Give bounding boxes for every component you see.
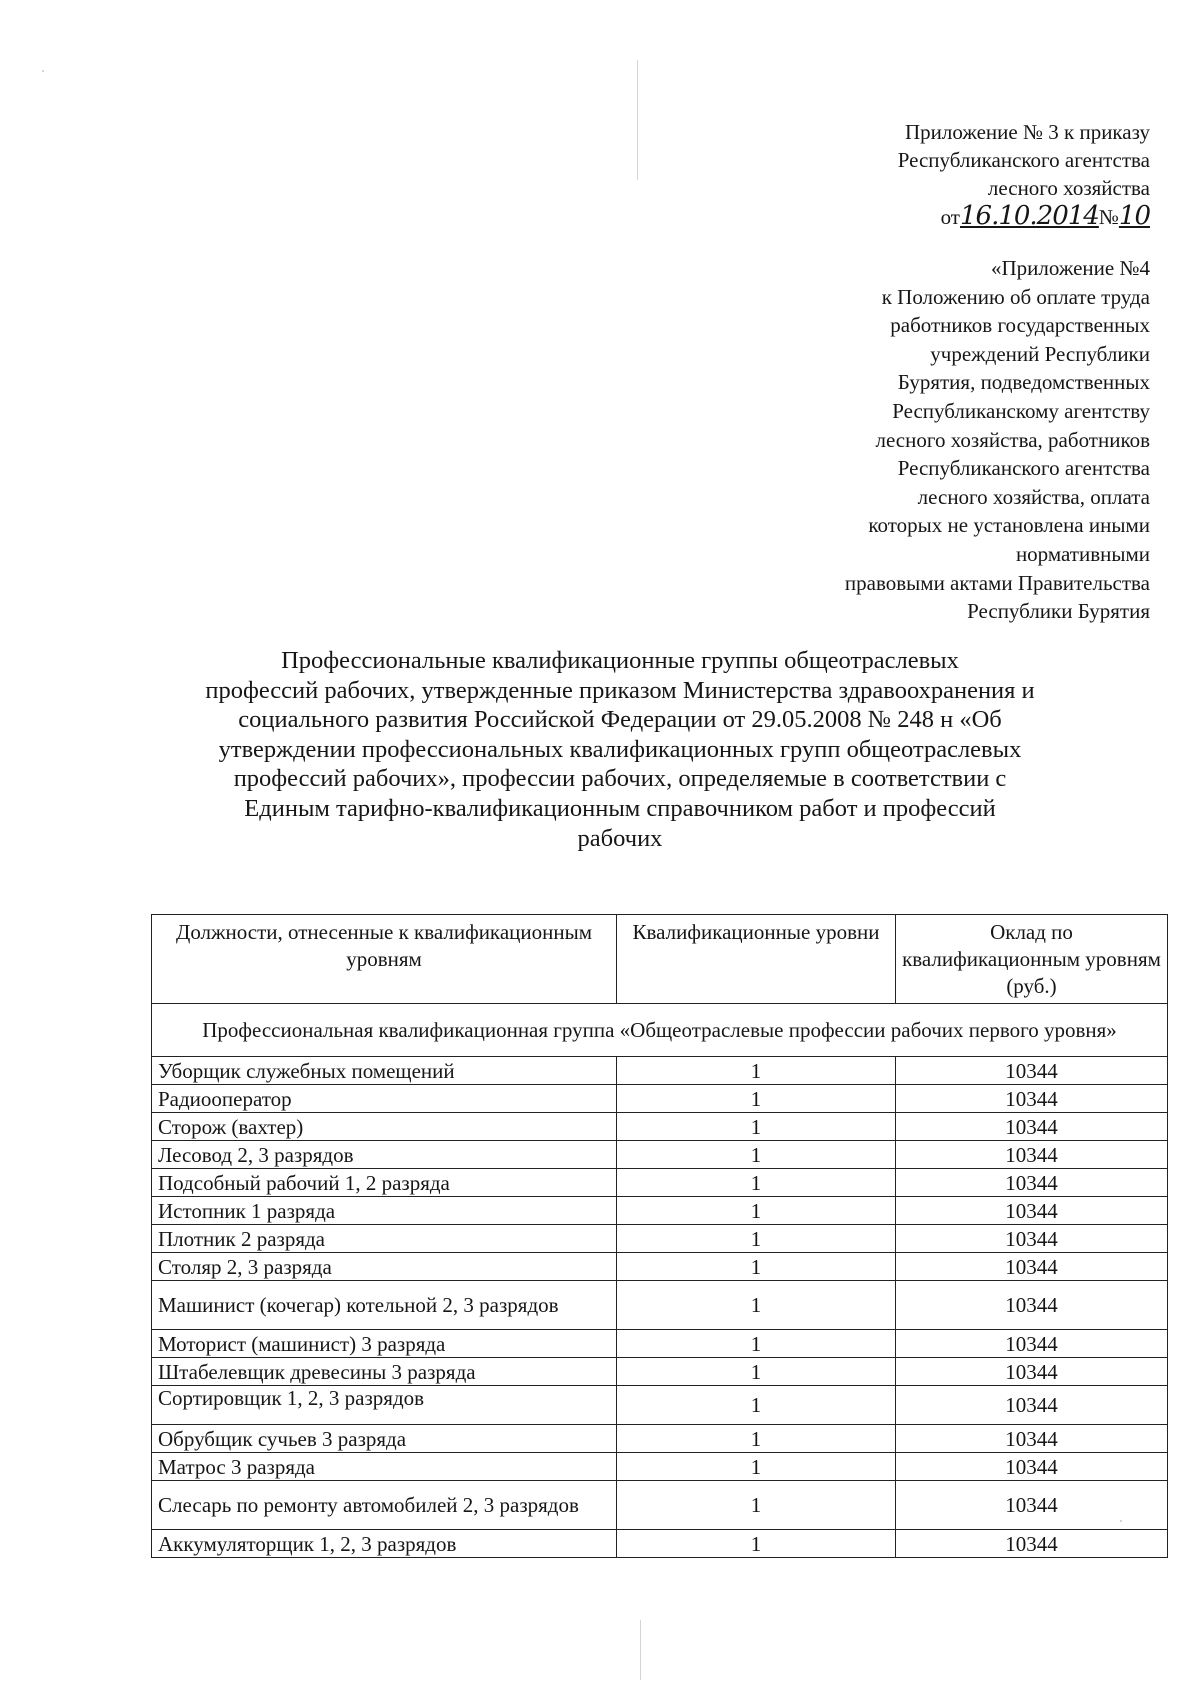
order-date-line bbox=[941, 202, 1150, 231]
title-line: профессий рабочих», профессии рабочих, определяемые в соответствии с bbox=[233, 765, 1007, 793]
salary-cell: 10344 bbox=[896, 1358, 1168, 1386]
salary-cell: 10344 bbox=[896, 1386, 1168, 1425]
document-title bbox=[150, 646, 1090, 853]
salary-cell: 10344 bbox=[896, 1057, 1168, 1085]
salary-cell: 10344 bbox=[896, 1085, 1168, 1113]
header-line: Приложение № 3 к приказу bbox=[905, 120, 1150, 144]
table-row bbox=[152, 1113, 1168, 1141]
position-cell: Слесарь по ремонту автомобилей 2, 3 разрядов bbox=[152, 1481, 617, 1530]
table-row bbox=[152, 1085, 1168, 1113]
scan-speck bbox=[640, 1620, 641, 1680]
level-cell: 1 bbox=[617, 1281, 896, 1330]
level-cell: 1 bbox=[617, 1057, 896, 1085]
number-prefix: № bbox=[1098, 205, 1119, 229]
level-cell: 1 bbox=[617, 1330, 896, 1358]
regulation-annex-header bbox=[845, 254, 1150, 626]
position-cell: Моторист (машинист) 3 разряда bbox=[152, 1330, 617, 1358]
title-line: рабочих bbox=[577, 824, 663, 852]
level-cell: 1 bbox=[617, 1085, 896, 1113]
level-cell: 1 bbox=[617, 1425, 896, 1453]
annex-line: лесного хозяйства, оплата bbox=[917, 484, 1150, 509]
position-cell: Лесовод 2, 3 разрядов bbox=[152, 1141, 617, 1169]
salary-cell: 10344 bbox=[896, 1330, 1168, 1358]
table-row bbox=[152, 1425, 1168, 1453]
level-cell: 1 bbox=[617, 1113, 896, 1141]
salary-cell: 10344 bbox=[896, 1530, 1168, 1558]
table-row bbox=[152, 1453, 1168, 1481]
annex-line: лесного хозяйства, работников bbox=[875, 427, 1150, 452]
annex-line: Республики Бурятия bbox=[967, 599, 1150, 624]
position-cell: Матрос 3 разряда bbox=[152, 1453, 617, 1481]
table-row bbox=[152, 1253, 1168, 1281]
scan-speck bbox=[637, 60, 638, 180]
salary-cell: 10344 bbox=[896, 1425, 1168, 1453]
annex-line: Республиканскому агентству bbox=[892, 398, 1150, 423]
level-cell: 1 bbox=[617, 1453, 896, 1481]
level-cell: 1 bbox=[617, 1169, 896, 1197]
salary-cell: 10344 bbox=[896, 1141, 1168, 1169]
level-cell: 1 bbox=[617, 1358, 896, 1386]
header-line: Республиканского агентства bbox=[897, 148, 1150, 172]
salary-cell: 10344 bbox=[896, 1113, 1168, 1141]
position-cell: Аккумуляторщик 1, 2, 3 разрядов bbox=[152, 1530, 617, 1558]
position-cell: Радиооператор bbox=[152, 1085, 617, 1113]
salary-cell: 10344 bbox=[896, 1253, 1168, 1281]
table-row bbox=[152, 1225, 1168, 1253]
table-row bbox=[152, 1141, 1168, 1169]
table-row bbox=[152, 1197, 1168, 1225]
table-row bbox=[152, 1057, 1168, 1085]
salary-cell: 10344 bbox=[896, 1481, 1168, 1530]
salary-cell: 10344 bbox=[896, 1225, 1168, 1253]
position-cell: Обрубщик сучьев 3 разряда bbox=[152, 1425, 617, 1453]
table-row bbox=[152, 1386, 1168, 1425]
table-row bbox=[152, 1481, 1168, 1530]
position-cell: Плотник 2 разряда bbox=[152, 1225, 617, 1253]
column-header-salary: Оклад по квалификационным уровням (руб.) bbox=[896, 915, 1168, 1004]
column-header-position: Должности, отнесенные к квалификационным уровням bbox=[152, 915, 617, 1004]
annex-line: Республиканского агентства bbox=[897, 456, 1150, 481]
annex-line: которых не установлена иными bbox=[868, 513, 1150, 538]
handwritten-number: 10 bbox=[1118, 201, 1150, 231]
title-line: Единым тарифно-квалификационным справочником работ и профессий bbox=[244, 794, 996, 822]
annex-line: нормативными bbox=[1015, 541, 1150, 566]
handwritten-date: 16.10.2014 bbox=[959, 201, 1099, 231]
level-cell: 1 bbox=[617, 1386, 896, 1425]
table-header-row bbox=[152, 915, 1168, 1004]
title-line: утверждении профессиональных квалификационных групп общеотраслевых bbox=[218, 735, 1022, 763]
salary-cell: 10344 bbox=[896, 1197, 1168, 1225]
qualification-table bbox=[151, 914, 1168, 1558]
level-cell: 1 bbox=[617, 1225, 896, 1253]
salary-cell: 10344 bbox=[896, 1453, 1168, 1481]
level-cell: 1 bbox=[617, 1197, 896, 1225]
level-cell: 1 bbox=[617, 1481, 896, 1530]
table-row bbox=[152, 1530, 1168, 1558]
level-cell: 1 bbox=[617, 1141, 896, 1169]
header-line: лесного хозяйства bbox=[987, 176, 1150, 200]
level-cell: 1 bbox=[617, 1530, 896, 1558]
position-cell: Уборщик служебных помещений bbox=[152, 1057, 617, 1085]
group-row bbox=[152, 1004, 1168, 1057]
scan-speck bbox=[1120, 1520, 1122, 1522]
title-line: Профессиональные квалификационные группы общеотраслевых bbox=[281, 647, 959, 674]
position-cell: Подсобный рабочий 1, 2 разряда bbox=[152, 1169, 617, 1197]
order-appendix-header bbox=[898, 118, 1150, 231]
annex-line: «Приложение №4 bbox=[991, 256, 1150, 280]
salary-cell: 10344 bbox=[896, 1281, 1168, 1330]
column-header-level: Квалификационные уровни bbox=[617, 915, 896, 1004]
position-cell: Штабелевщик древесины 3 разряда bbox=[152, 1358, 617, 1386]
position-cell: Столяр 2, 3 разряда bbox=[152, 1253, 617, 1281]
table-row bbox=[152, 1358, 1168, 1386]
table-row bbox=[152, 1169, 1168, 1197]
title-line: профессий рабочих, утвержденные приказом Министерства здравоохранения и bbox=[205, 676, 1035, 704]
date-prefix: от bbox=[940, 205, 960, 229]
position-cell: Сортировщик 1, 2, 3 разрядов bbox=[152, 1386, 617, 1425]
annex-line: Бурятия, подведомственных bbox=[897, 370, 1150, 395]
annex-line: учреждений Республики bbox=[930, 341, 1150, 366]
level-cell: 1 bbox=[617, 1253, 896, 1281]
position-cell: Машинист (кочегар) котельной 2, 3 разрядов bbox=[152, 1281, 617, 1330]
position-cell: Сторож (вахтер) bbox=[152, 1113, 617, 1141]
scan-speck bbox=[42, 70, 44, 72]
group-title: Профессиональная квалификационная группа «Общеотраслевые профессии рабочих первого уровня» bbox=[152, 1004, 1168, 1057]
position-cell: Истопник 1 разряда bbox=[152, 1197, 617, 1225]
annex-line: правовыми актами Правительства bbox=[844, 570, 1150, 595]
table-row bbox=[152, 1281, 1168, 1330]
title-line: социального развития Российской Федерации от 29.05.2008 № 248 н «Об bbox=[238, 706, 1002, 734]
table-row bbox=[152, 1330, 1168, 1358]
annex-line: к Положению об оплате труда bbox=[881, 284, 1150, 309]
salary-cell: 10344 bbox=[896, 1169, 1168, 1197]
annex-line: работников государственных bbox=[890, 313, 1150, 338]
